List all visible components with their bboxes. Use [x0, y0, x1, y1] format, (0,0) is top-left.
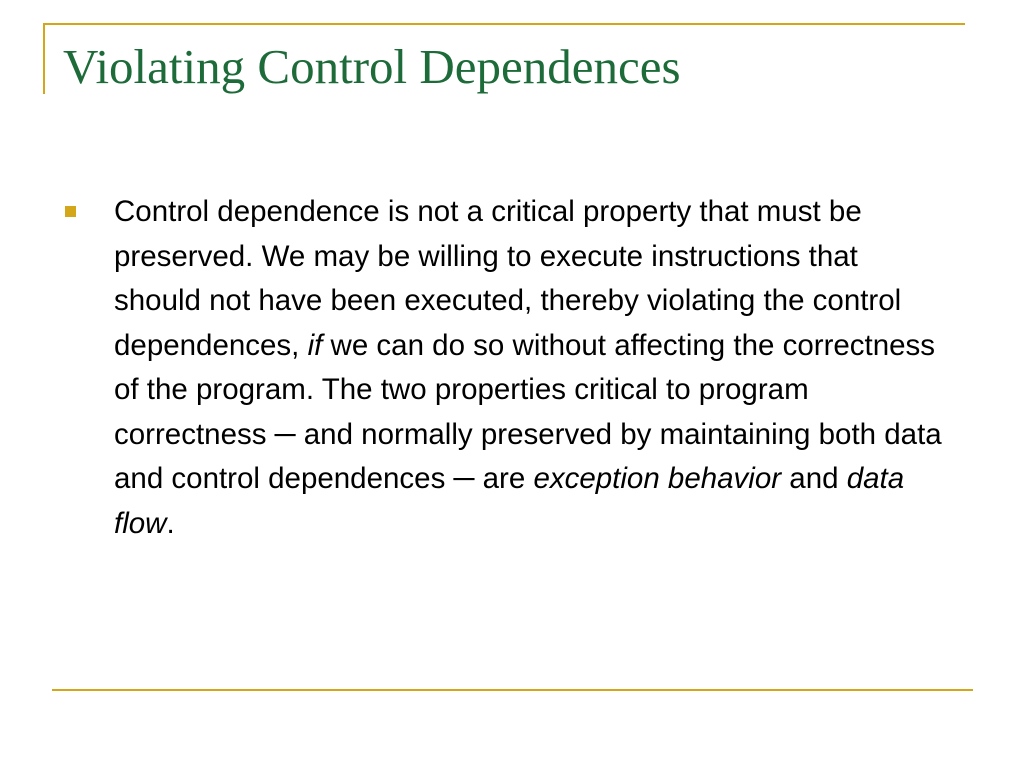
bullet-text-if: if [307, 328, 323, 362]
bottom-rule [52, 689, 973, 691]
square-bullet-icon [65, 206, 76, 217]
bullet-text-part-5: and [781, 462, 847, 495]
bullet-text-data-flow: data flow [114, 462, 905, 540]
bullet-item [60, 190, 960, 546]
bullet-text-period: . [166, 506, 175, 540]
bullet-text-part-1: Control dependence is not a critical property that must be preserved. We may be willing to execute instructions that should not have been executed, thereby violating the control dependences, [114, 195, 902, 362]
bullet-text [114, 190, 950, 546]
bullet-list [60, 190, 960, 546]
left-rule [43, 23, 45, 94]
bullet-text-exception-behavior: exception behavior [533, 462, 782, 495]
bullet-text-part-3: we can do so without affecting the correctness of the program. The two properties critical to program correctness ─ and normally preserved by maintaining both data and control dependences ─ are [114, 328, 942, 495]
top-rule [43, 23, 965, 25]
slide-title: Violating Control Dependences [63, 39, 681, 94]
